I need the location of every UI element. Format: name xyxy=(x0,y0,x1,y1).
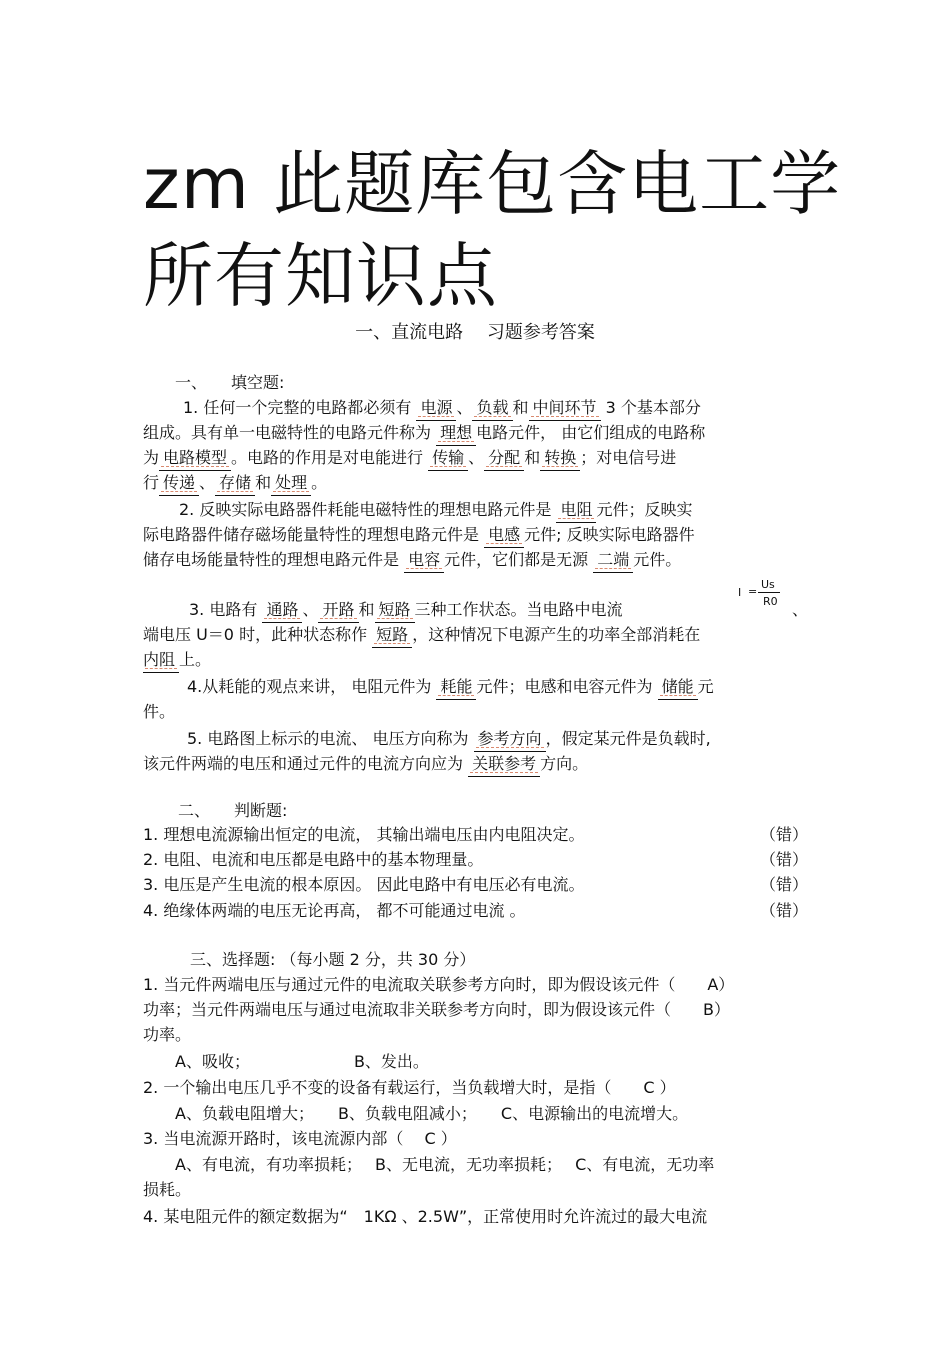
choice-line: A、有电流，有功率损耗； B、无电流，无功率损耗； C、有电流，无功率 xyxy=(143,1155,715,1174)
answer-blank: 传输 xyxy=(428,445,468,471)
answer-blank: 转换 xyxy=(540,445,580,471)
fill-line-8: 3. 电路有 通路 、 开路 和 短路 三种工作状态。当电路中电流 、 xyxy=(143,597,808,623)
choice-heading: 三、选择题: （每小题 2 分，共 30 分） xyxy=(190,950,476,969)
choice-line: A、负载电阻增大； B、负载电阻减小； C、电源输出的电流增大。 xyxy=(143,1104,689,1123)
answer-blank: 理想 xyxy=(436,420,476,446)
fill-line-11: 4.从耗能的观点来讲， 电阻元件为 耗能 元件；电感和电容元件为 储能 元 xyxy=(143,674,808,700)
answer-blank: 通路 xyxy=(262,597,302,623)
answer-blank: 关联参考 xyxy=(468,751,540,777)
fill-line-14: 该元件两端的电压和通过元件的电流方向应为 关联参考 方向。 xyxy=(143,751,808,777)
answer-blank: 分配 xyxy=(484,445,524,471)
judge-item: 3. 电压是产生电流的根本原因。 因此电路中有电压必有电流。 （错） xyxy=(143,875,808,894)
answer-blank: 电路模型 xyxy=(159,445,231,471)
answer-blank: 参考方向 xyxy=(474,726,546,752)
choice-line: 2. 一个输出电压几乎不变的设备有载运行，当负载增大时，是指（ C ） xyxy=(143,1078,676,1097)
fill-line-2: 组成。具有单一电磁特性的电路元件称为 理想 电路元件， 由它们组成的电路称 xyxy=(143,420,808,446)
fill-line-13: 5. 电路图上标示的电流、 电压方向称为 参考方向 ，假定某元件是负载时, xyxy=(143,726,808,752)
answer-blank: 内阻 xyxy=(143,647,179,673)
document-title: zm 此题库包含电工学所有知识点 xyxy=(143,143,842,317)
fill-line-6: 际电路器件储存磁场能量特性的理想电路元件是 电感 元件; 反映实际电路器件 xyxy=(143,522,808,548)
answer-blank: 电容 xyxy=(404,547,444,573)
choice-line: 1. 当元件两端电压与通过元件的电流取关联参考方向时，即为假设该元件（ A） xyxy=(143,975,735,994)
fill-blank-heading: 一、 填空题: xyxy=(175,373,285,392)
answer-blank: 短路 xyxy=(372,622,412,648)
choice-line: 损耗。 xyxy=(143,1180,192,1199)
fill-line-1: 1. 任何一个完整的电路都必须有 电源 、 负载 和 中间环节 3 个基本部分 xyxy=(143,395,808,421)
answer-blank: 二端 xyxy=(593,547,633,573)
answer-blank: 存储 xyxy=(215,470,255,496)
answer-blank: 电阻 xyxy=(556,497,596,523)
answer-blank: 储能 xyxy=(658,674,698,700)
fill-line-9: 端电压 U＝0 时，此种状态称作 短路 ，这种情况下电源产生的功率全部消耗在 xyxy=(143,622,808,648)
fill-line-10: 内阻 上。 xyxy=(143,647,808,673)
answer-blank: 耗能 xyxy=(436,674,476,700)
fill-line-12: 件。 xyxy=(143,702,176,721)
answer-blank: 中间环节 xyxy=(529,395,601,421)
answer-blank: 传递 xyxy=(159,470,199,496)
judge-item: 1. 理想电流源输出恒定的电流， 其输出端电压由内电阻决定。 （错） xyxy=(143,825,808,844)
choice-line: 4. 某电阻元件的额定数据为“ 1KΩ 、2.5W”，正常使用时允许流过的最大电流 xyxy=(143,1207,708,1226)
fill-line-3: 为 电路模型 。电路的作用是对电能进行 传输 、 分配 和 转换 ；对电信号进 xyxy=(143,445,808,471)
judge-heading: 二、 判断题: xyxy=(178,801,288,820)
fill-line-5: 2. 反映实际电路器件耗能电磁特性的理想电路元件是 电阻 元件；反映实 xyxy=(143,497,808,523)
choice-line: 功率；当元件两端电压与通过电流取非关联参考方向时，即为假设该元件（ B） xyxy=(143,1000,730,1019)
answer-blank: 电感 xyxy=(484,522,524,548)
judge-item: 4. 绝缘体两端的电压无论再高， 都不可能通过电流 。 （错） xyxy=(143,901,808,920)
choice-line: A、吸收； B、发出。 xyxy=(143,1052,429,1071)
choice-line: 3. 当电流源开路时，该电流源内部（ C ） xyxy=(143,1129,457,1148)
current-formula: I = Us R0 xyxy=(738,576,786,612)
answer-blank: 负载 xyxy=(472,395,512,421)
answer-blank: 开路 xyxy=(318,597,358,623)
answer-blank: 处理 xyxy=(271,470,311,496)
answer-blank: 短路 xyxy=(375,597,415,623)
fill-line-4: 行 传递 、 存储 和 处理 。 xyxy=(143,470,808,496)
fill-line-7: 储存电场能量特性的理想电路元件是 电容 元件，它们都是无源 二端 元件。 xyxy=(143,547,808,573)
choice-line: 功率。 xyxy=(143,1025,192,1044)
judge-item: 2. 电阻、电流和电压都是电路中的基本物理量。 （错） xyxy=(143,850,808,869)
section-heading: 一、直流电路 习题参考答案 xyxy=(355,322,595,343)
answer-blank: 电源 xyxy=(416,395,456,421)
